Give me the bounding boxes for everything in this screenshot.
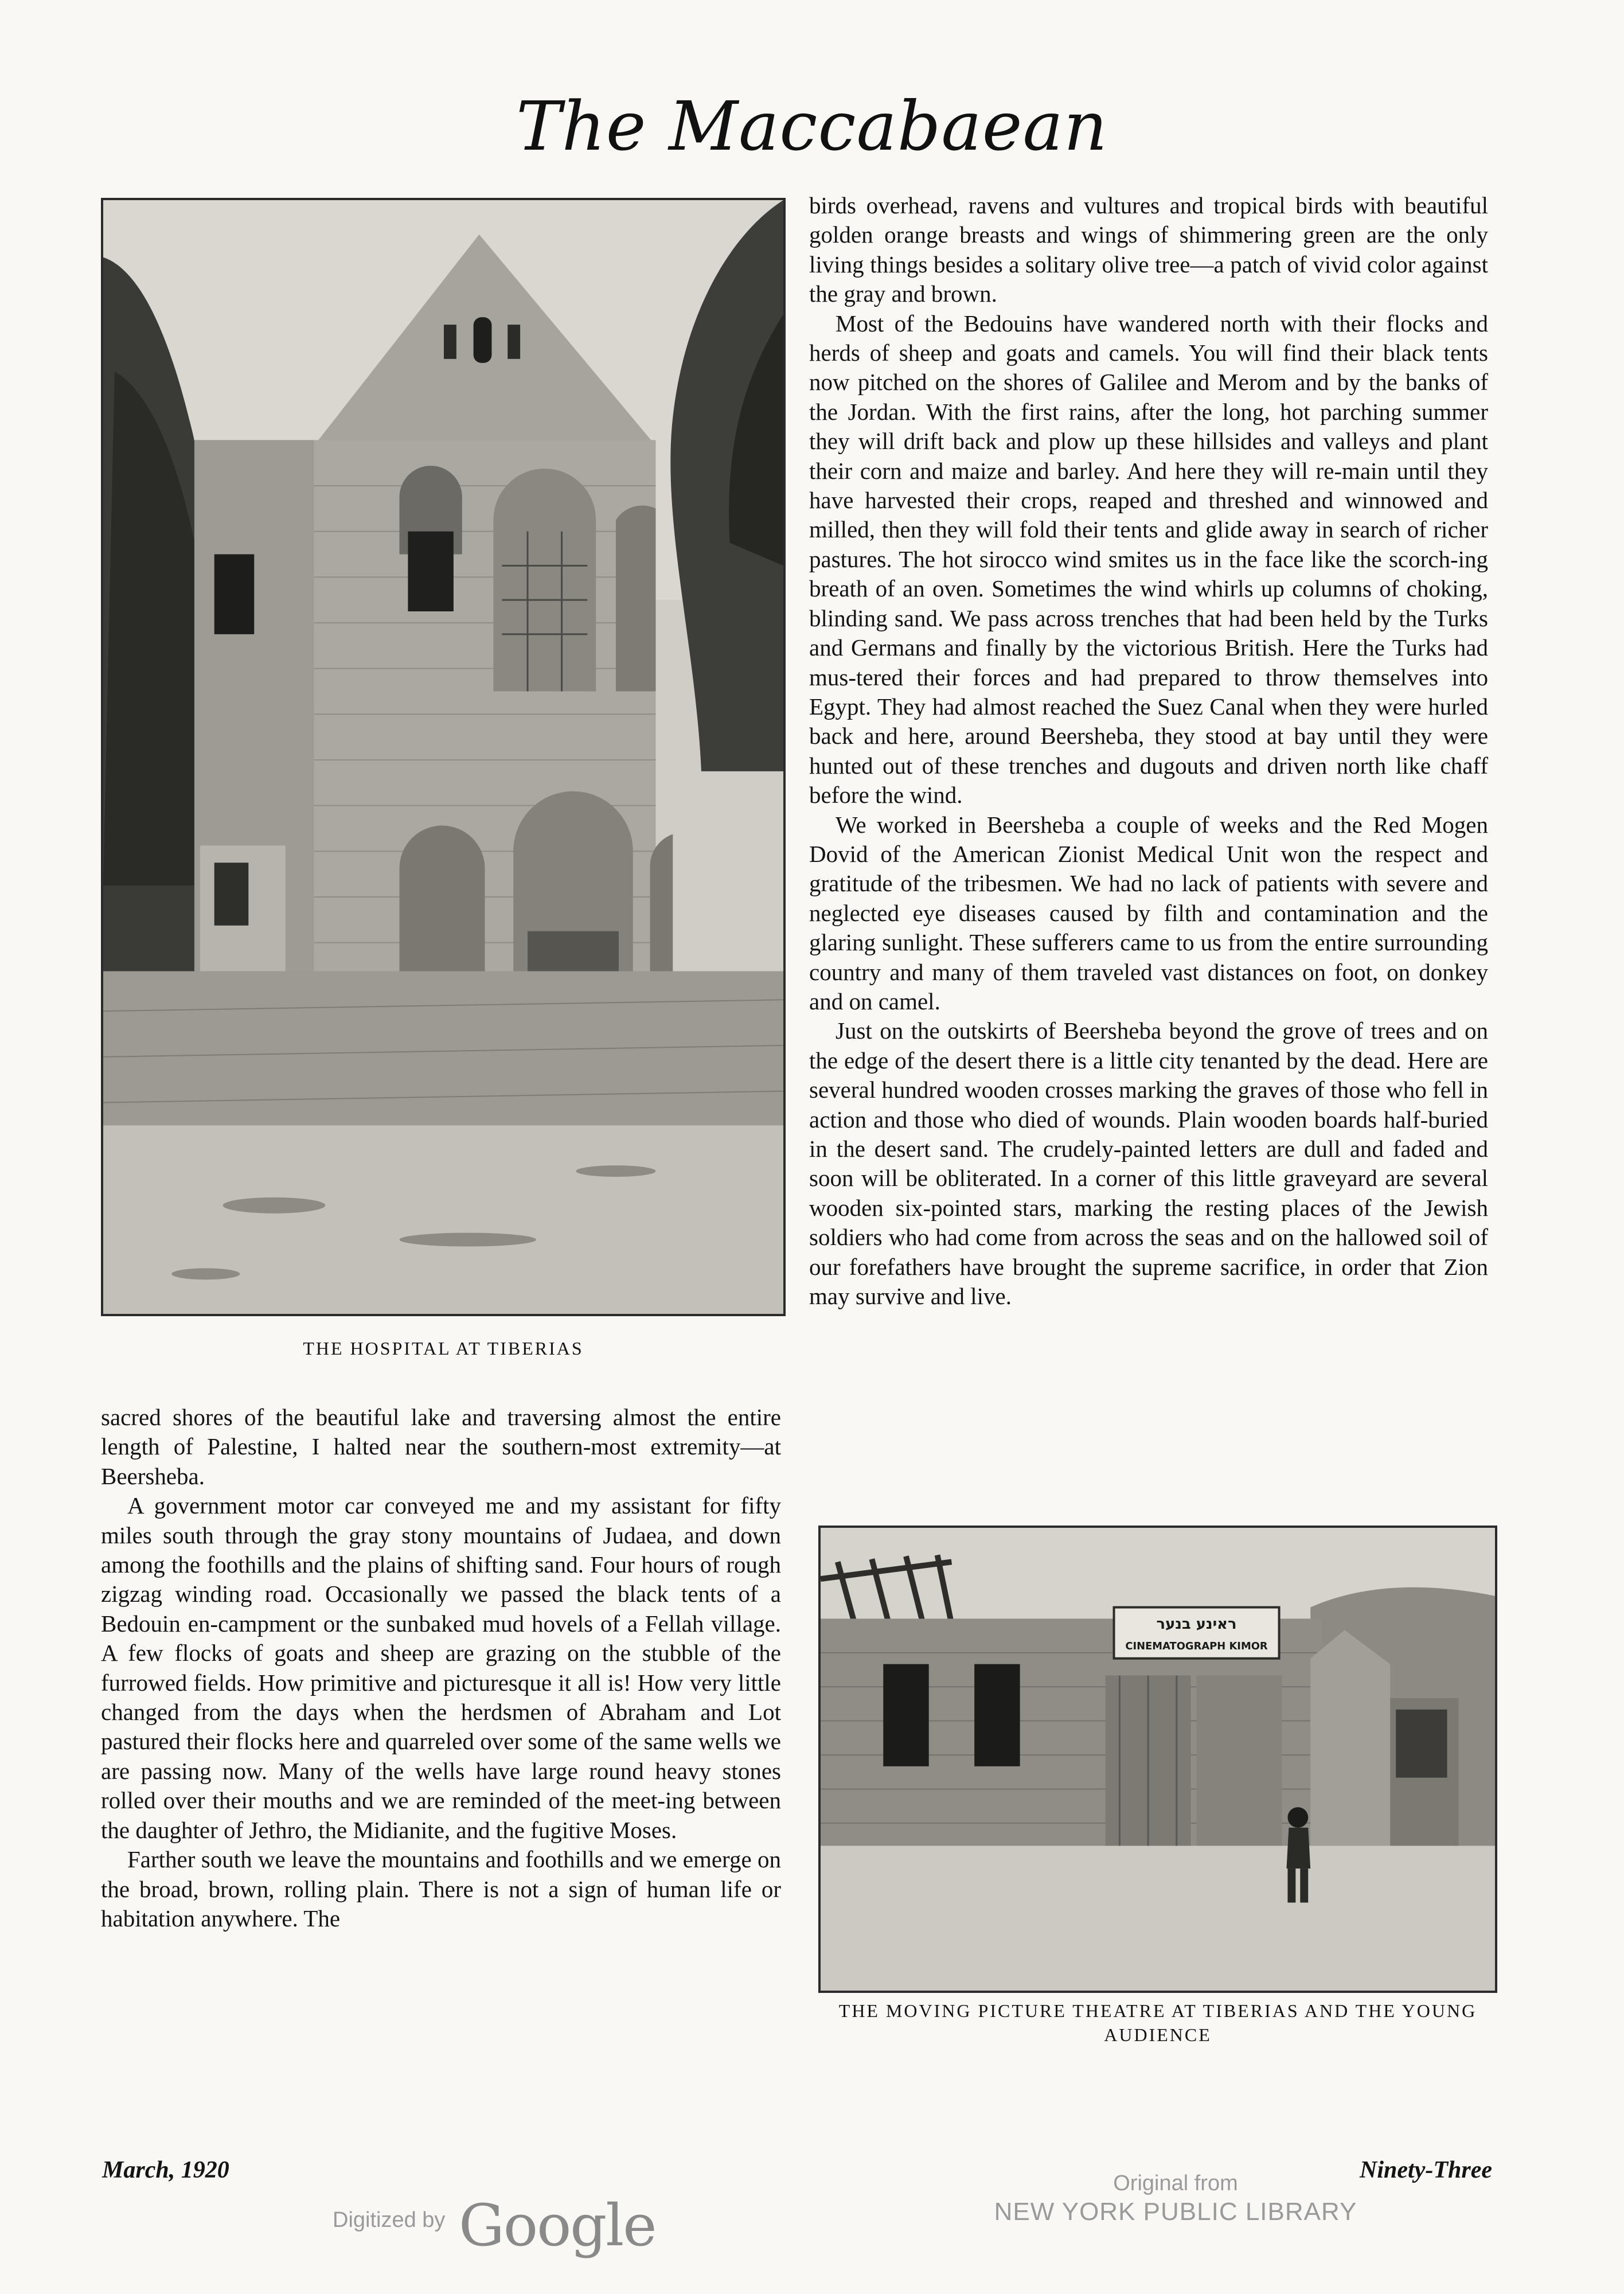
right-paragraph: Just on the outskirts of Beersheba beyond the grove of trees and on the edge of the desert there is a little city tenanted by the dead. Here are several hundred wooden crosses marking the graves of those who fell in action and those who died of wounds. Plain wooden boards half-buried in the desert sand. The crudely-painted letters are dull and faded and soon will be obliterated. In a corner of this little graveyard are several wooden six-pointed stars, marking the resting places of the Jewish soldiers who had come from across the seas and on the hallowed soil of our forefathers have brought the supreme sacrifice, in order that Zion may survive and live. [809,1017,1488,1310]
google-logo: Google [459,2192,656,2259]
hospital-photo [101,198,786,1316]
cinema-sign-hebrew: ראינע בנער [1156,1616,1237,1633]
cinema-sign-latin: CINEMATOGRAPH KIMOR [1125,1640,1268,1652]
right-paragraph: We worked in Beersheba a couple of weeks and the Red Mogen Dovid of the American Zionist Medical Unit won the respect and gratitude of the tribesmen. We had no lack of patients with severe and neglected eye diseases caused by filth and contamination and the glaring sunlight. These sufferers came to us from the entire surrounding country and many of them traveled vast distances on foot, on donkey and on camel. [809,811,1488,1015]
cinema-caption: THE MOVING PICTURE THEATRE AT TIBERIAS AND THE YOUNG AUDIENCE [838,2000,1477,2045]
footer-date: March, 1920 [102,2157,229,2183]
right-paragraph: Most of the Bedouins have wandered north with their flocks and herds of sheep and goats and camels. You will find their black tents now pitched on the shores of Galilee and Merom and by the banks of the Jordan. With the first rains, after the long, hot parching summer they will drift back and plow up these hillsides and valleys and plant their corn and maize and barley. And here they will re-main until they have harvested their crops, reaped and threshed and winnowed and milled, then they will fold their tents and glide away in search of richer pastures. The hot sirocco wind smites us in the face like the scorch-ing breath of an oven. Sometimes the wind whirls up columns of choking, blinding sand. We pass across trenches that had been held by the Turks and Germans and finally by the victorious British. Here the Turks had mus-tered their forces and had prepared to throw themselves into Egypt. They had almost reached the Suez Canal when they were hurled back and here, around Beersheba, they stood at bay until they were hunted out of these trenches and dugouts and driven north like chaff before the wind. [809,310,1488,809]
original-from-label: Original from [1113,2171,1238,2195]
left-paragraph: A government motor car conveyed me and my assistant for fifty miles south through the gray stony mountains of Judaea, and down among the foothills and the plains of shifting sand. Four hours of rough zigzag winding road. Occasionally we passed the black tents of a Bedouin en-campment or the sunbaked mud hovels of a Fellah village. A few flocks of goats and sheep are grazing on the stubble of the furrowed fields. How primitive and picturesque it all is! How very little changed from the days when the herdsmen of Abraham and Lot pastured their flocks here and quarreled over some of the same wells we are passing now. Many of the wells have large round heavy stones rolled over their mouths and we are reminded of the meet-ing between the daughter of Jethro, the Midianite, and the fugitive Moses. [101,1492,781,1843]
left-paragraph: sacred shores of the beautiful lake and traversing almost the entire length of Palestine, I halted near the southern-most extremity—at Beersheba. [101,1404,781,1489]
left-column [101,1403,781,1933]
right-column [809,191,1488,1311]
masthead-title: The Maccabaean [516,87,1108,166]
library-name: NEW YORK PUBLIC LIBRARY [994,2198,1357,2226]
library-credit [969,2169,1382,2226]
right-paragraph: birds overhead, ravens and vultures and tropical birds with beautiful golden orange breasts and wings of shimmering green are the only living things besides a solitary olive tree—a patch of vivid color against the gray and brown. [809,192,1488,307]
left-paragraph: Farther south we leave the mountains and foothills and we emerge on the broad, brown, rolling plain. There is not a sign of human life or habitation anywhere. The [101,1846,781,1932]
cinema-photo [818,1526,1497,1993]
footer-page-number: Ninety-Three [1360,2157,1492,2183]
hospital-caption: THE HOSPITAL AT TIBERIAS [303,1338,584,1359]
digitized-by-label: Digitized by [333,2208,446,2232]
